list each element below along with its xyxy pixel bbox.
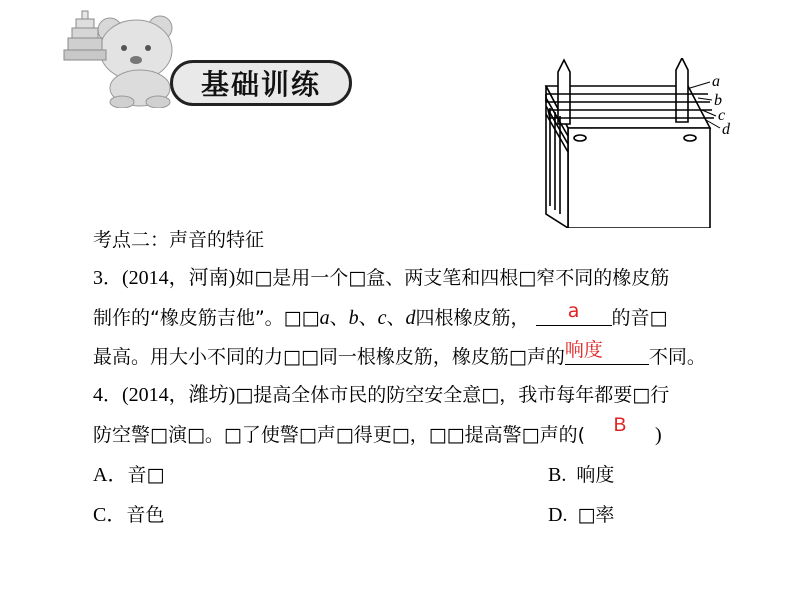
q3-var-d: d xyxy=(405,307,416,329)
option-key: A． xyxy=(93,464,128,486)
q3-text-1: 如□是用一个□盒、两支笔和四根□窄不同的橡皮筋 xyxy=(235,267,670,289)
q4-text-1: □提高全体市民的防空安全意□，我市每年都要□行 xyxy=(235,384,670,406)
q3-sep: 、 xyxy=(386,307,406,329)
q4-line1: 4．(2014，潍坊)□提高全体市民的防空安全意□，我市每年都要□行 xyxy=(93,384,670,406)
q3-line3 xyxy=(93,339,706,369)
q4-answer-slot[interactable] xyxy=(585,415,655,444)
band-label-d: d xyxy=(722,121,730,138)
option-key: B. xyxy=(548,464,567,486)
q3-number: 3 xyxy=(93,267,103,289)
option-text: 响度 xyxy=(576,464,615,486)
q3-var-a: a xyxy=(319,307,330,329)
q3-blank-1[interactable] xyxy=(536,300,612,326)
band-label-b: b xyxy=(714,92,722,109)
q4-source: (2014，潍坊) xyxy=(122,384,236,406)
band-label-c: c xyxy=(718,107,726,124)
q3-sep: 、 xyxy=(329,307,349,329)
option-text: 音□ xyxy=(127,464,165,486)
q3-text-3b: 不同。 xyxy=(648,346,706,368)
option-key: D. xyxy=(548,504,568,526)
section-title xyxy=(93,228,264,252)
badge-title-text: 基础训练 xyxy=(200,68,321,101)
q3-sep: 、 xyxy=(358,307,378,329)
q4-text-2: 防空警□演□。□了使警□声□得更□，□□提高警□声的( xyxy=(93,424,585,446)
badge-title xyxy=(170,60,352,106)
option-text: □率 xyxy=(577,504,615,526)
q3-line2 xyxy=(93,300,668,330)
option-text: 音色 xyxy=(126,504,165,526)
q4-line2 xyxy=(93,415,662,447)
q4-option-b[interactable] xyxy=(548,463,614,487)
q3-answer-1: a xyxy=(567,300,580,322)
band-label-a: a xyxy=(712,73,720,90)
q3-var-b: b xyxy=(348,307,359,329)
q3-line1: 3．(2014，河南)如□是用一个□盒、两支笔和四根□窄不同的橡皮筋 xyxy=(93,267,670,289)
q3-blank-2[interactable] xyxy=(564,339,649,365)
option-key: C． xyxy=(93,504,127,526)
q3-text-2b: 四根橡皮筋， xyxy=(415,307,530,329)
guitar-diagram xyxy=(540,58,740,228)
q3-source: (2014，河南) xyxy=(122,267,236,289)
q3-var-c: c xyxy=(377,307,387,329)
q4-option-d[interactable] xyxy=(548,503,614,527)
q4-option-a[interactable] xyxy=(93,463,164,487)
q4-close-paren: ) xyxy=(654,424,662,446)
q4-number: 4 xyxy=(93,384,103,406)
section-badge xyxy=(48,8,321,108)
rubber-band-guitar-figure xyxy=(540,58,740,228)
q3-text-3: 最高。用大小不同的力□□同一根橡皮筋，橡皮筋□声的 xyxy=(93,346,565,368)
q3-text-2c: 的音□ xyxy=(611,307,668,329)
section-title-text: 考点二：声音的特征 xyxy=(93,229,265,251)
q3-text-2: 制作的“橡皮筋吉他”。□□ xyxy=(93,307,320,329)
q4-option-c[interactable] xyxy=(93,503,164,527)
q4-answer: B xyxy=(613,415,627,436)
q3-answer-2: 响度 xyxy=(564,339,603,361)
